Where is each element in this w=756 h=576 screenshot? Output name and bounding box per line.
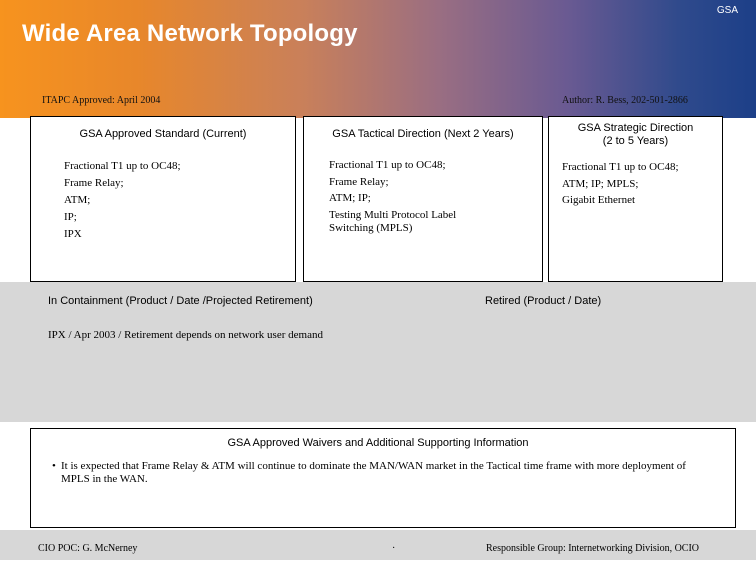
list-item: ATM; IP; [329,192,371,204]
strategic-direction-list [562,159,679,209]
list-item: IPX [64,228,82,240]
tactical-direction-list [329,159,456,236]
brand-label: GSA [716,5,738,16]
bullet-icon: • [52,460,56,472]
waiver-text: It is expected that Frame Relay & ATM will continue to dominate the MAN/WAN market in the Tactical time frame with more deployment of MPLS in the WAN. [61,460,686,485]
strategic-subtitle-line: (2 to 5 Years) [602,135,669,147]
list-item: Frame Relay; [64,177,124,189]
containment-title: In Containment (Product / Date /Projected Retirement) [48,295,313,307]
footer-mark: · [392,543,396,554]
waiver-bullet [52,460,692,486]
list-item: Fractional T1 up to OC48; [329,159,446,171]
list-item: Fractional T1 up to OC48; [64,160,181,172]
strategic-title-line: GSA Strategic Direction [577,122,694,134]
author-info: Author: R. Bess, 202-501-2866 [562,95,688,106]
approval-date: ITAPC Approved: April 2004 [42,95,161,106]
list-item: IP; [64,211,77,223]
list-item: ATM; [64,194,91,206]
retired-title: Retired (Product / Date) [485,295,602,307]
cio-poc: CIO POC: G. McNerney [38,543,138,554]
strategic-direction-title [548,122,723,148]
list-item: Fractional T1 up to OC48; [562,161,679,173]
containment-text: IPX / Apr 2003 / Retirement depends on network user demand [48,329,323,341]
list-item: Testing Multi Protocol Label [329,208,457,221]
list-item: ATM; IP; MPLS; [562,177,639,190]
current-standard-list [64,158,181,243]
current-standard-title: GSA Approved Standard (Current) [79,128,247,140]
list-item: Switching (MPLS) [329,222,413,234]
list-item: Gigabit Ethernet [562,194,636,206]
waivers-title: GSA Approved Waivers and Additional Supporting Information [227,437,529,449]
page-title: Wide Area Network Topology [22,20,358,47]
tactical-direction-title: GSA Tactical Direction (Next 2 Years) [332,128,514,140]
list-item: Frame Relay; [329,175,389,188]
responsible-group: Responsible Group: Internetworking Division, OCIO [486,543,700,554]
